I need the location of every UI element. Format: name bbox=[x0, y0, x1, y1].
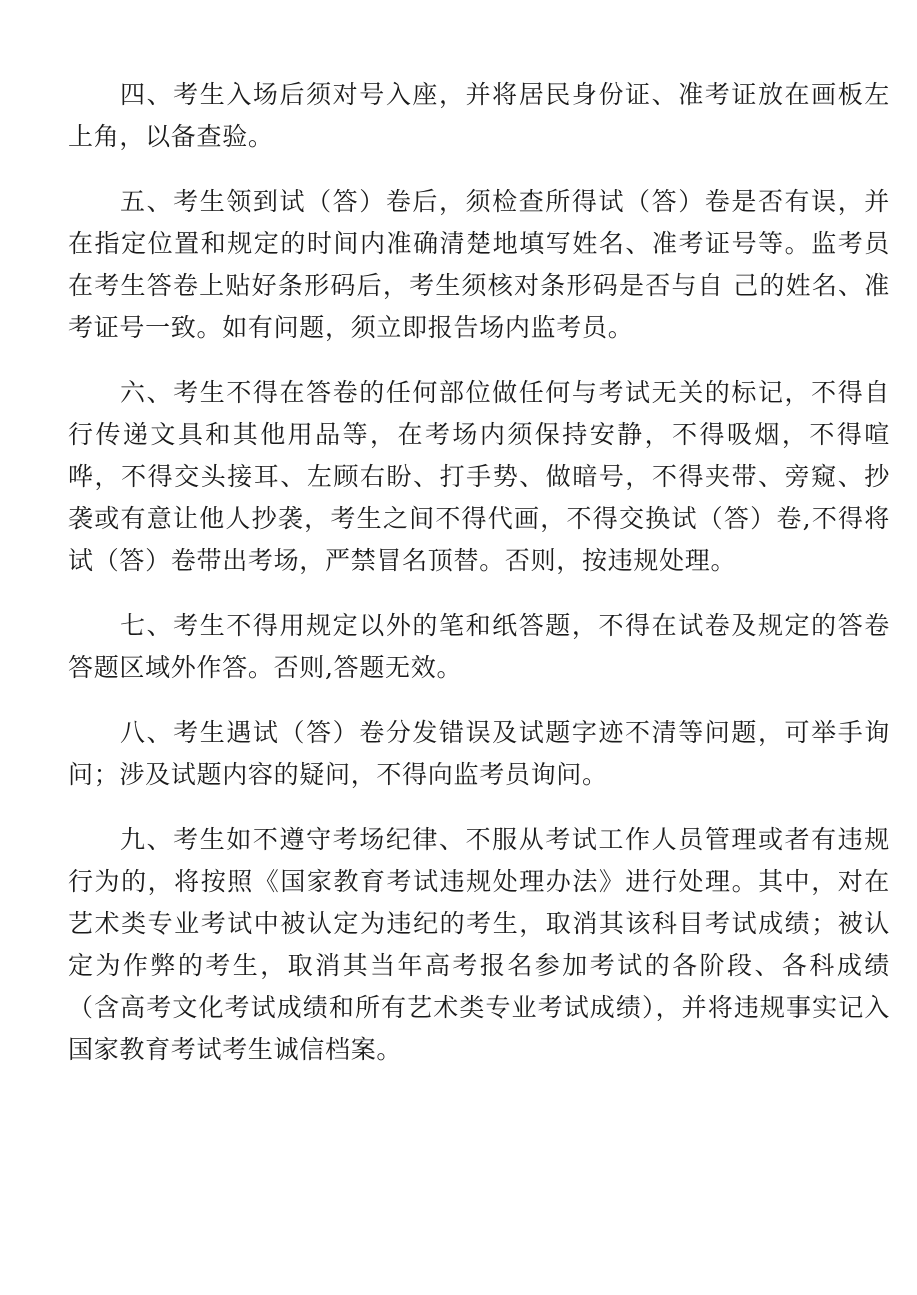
rule-paragraph-6: 六、考生不得在答卷的任何部位做任何与考试无关的标记，不得自行传递文具和其他用品等，在考场内须保持安静，不得吸烟，不得喧哗，不得交头接耳、左顾右盼、打手势、做暗号，不得夹带、旁窥、抄袭或有意让他人抄袭，考生之间不得代画，不得交换试（答）卷,不得将试（答）卷带出考场，严禁冒名顶替。否则，按违规处理。 bbox=[68, 378, 890, 575]
document-body bbox=[68, 74, 890, 1094]
rule-paragraph-5: 五、考生领到试（答）卷后，须检查所得试（答）卷是否有误，并在指定位置和规定的时间内准确清楚地填写姓名、准考证号等。监考员在考生答卷上贴好条形码后，考生须核对条形码是否与自 己的姓名、准考证号一致。如有问题，须立即报告场内监考员。 bbox=[68, 187, 890, 342]
rule-paragraph-4: 四、考生入场后须对号入座，并将居民身份证、准考证放在画板左上角，以备查验。 bbox=[68, 80, 890, 151]
rule-paragraph-7: 七、考生不得用规定以外的笔和纸答题，不得在试卷及规定的答卷答题区域外作答。否则,答题无效。 bbox=[68, 611, 890, 682]
rule-paragraph-9: 九、考生如不遵守考场纪律、不服从考试工作人员管理或者有违规行为的，将按照《国家教育考试违规处理办法》进行处理。其中，对在艺术类专业考试中被认定为违纪的考生，取消其该科目考试成绩；被认定为作弊的考生，取消其当年高考报名参加考试的各阶段、各科成绩（含高考文化考试成绩和所有艺术类专业考试成绩），并将违规事实记入国家教育考试考生诚信档案。 bbox=[68, 825, 890, 1064]
rule-paragraph-8: 八、考生遇试（答）卷分发错误及试题字迹不清等问题，可举手询问；涉及试题内容的疑问，不得向监考员询问。 bbox=[68, 718, 890, 789]
